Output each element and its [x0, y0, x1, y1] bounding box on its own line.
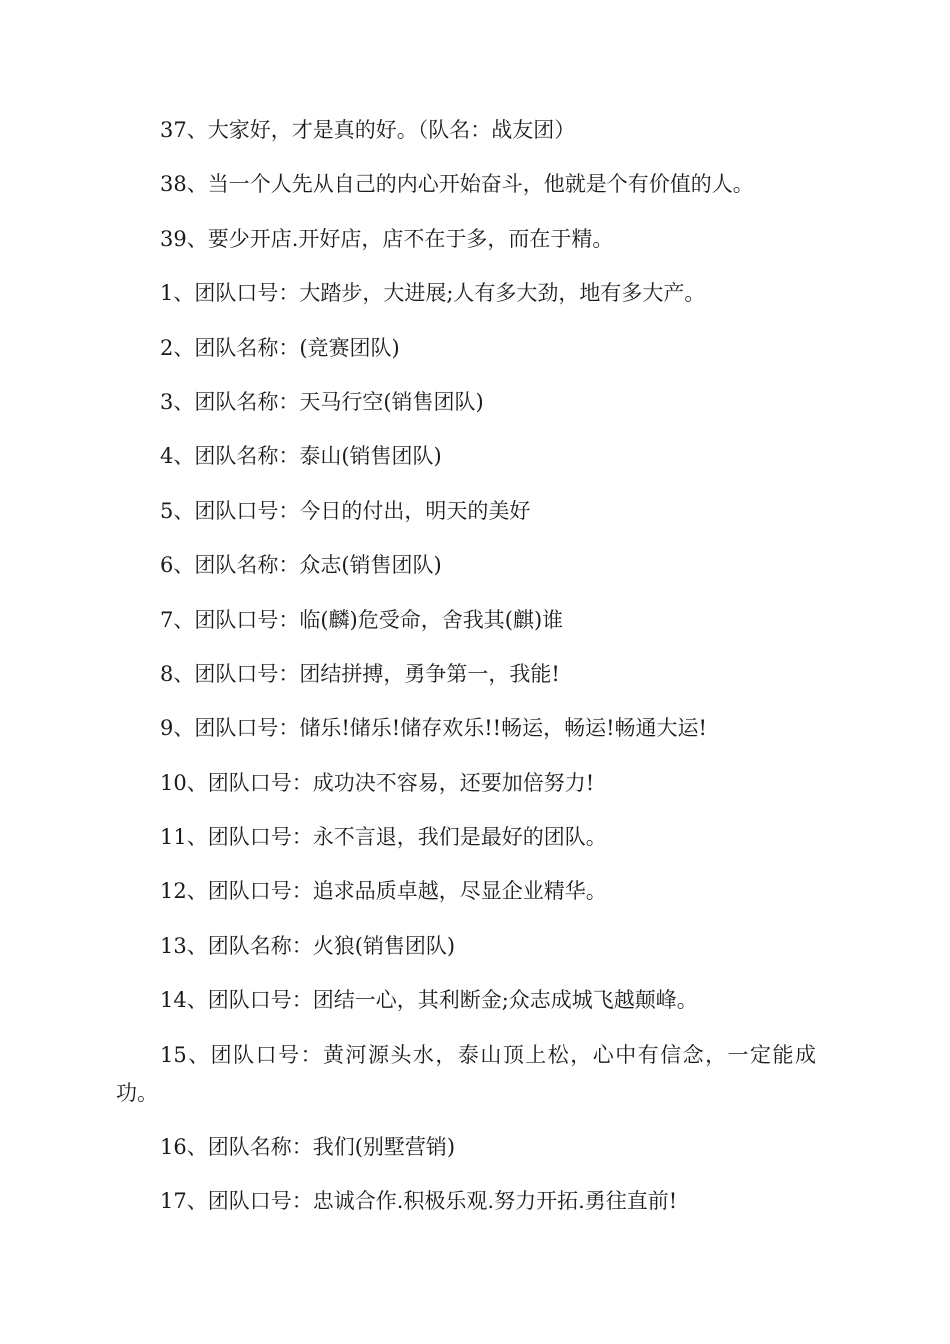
paragraph-item-14: 14、团队口号：团结一心，其利断金;众志成城飞越颠峰。 — [160, 988, 698, 1013]
paragraph-item-1: 1、团队口号：大踏步，大进展;人有多大劲，地有多大产。 — [160, 281, 706, 306]
paragraph-item-38: 38、当一个人先从自己的内心开始奋斗，他就是个有价值的人。 — [160, 172, 754, 197]
paragraph-item-17: 17、团队口号：忠诚合作.积极乐观.努力开拓.勇往直前! — [160, 1189, 678, 1214]
document-body — [116, 111, 816, 1237]
paragraph-item-12: 12、团队口号：追求品质卓越，尽显企业精华。 — [160, 879, 607, 904]
paragraph-item-10: 10、团队口号：成功决不容易，还要加倍努力! — [160, 770, 595, 795]
paragraph-item-2: 2、团队名称：(竞赛团队) — [160, 335, 400, 360]
paragraph-item-8: 8、团队口号：团结拼搏，勇争第一，我能! — [160, 661, 560, 686]
paragraph-item-15: 15、团队口号：黄河源头水，泰山顶上松，心中有信念，一定能成功。 — [116, 1042, 816, 1105]
paragraph-item-16: 16、团队名称：我们(别墅营销) — [160, 1135, 456, 1160]
paragraph-item-39: 39、要少开店.开好店，店不在于多，而在于精。 — [160, 226, 614, 251]
paragraph-item-37: 37、大家好，才是真的好。（队名：战友团） — [160, 118, 576, 142]
paragraph-item-13: 13、团队名称：火狼(销售团队) — [160, 933, 456, 958]
paragraph-item-6: 6、团队名称：众志(销售团队) — [160, 553, 442, 578]
paragraph-item-5: 5、团队口号：今日的付出，明天的美好 — [160, 498, 531, 523]
paragraph-item-3: 3、团队名称：天马行空(销售团队) — [160, 389, 484, 414]
paragraph-item-4: 4、团队名称：泰山(销售团队) — [160, 444, 442, 469]
paragraph-item-7: 7、团队口号：临(麟)危受命，舍我其(麒)谁 — [160, 607, 564, 632]
paragraph-item-11: 11、团队口号：永不言退，我们是最好的团队。 — [160, 825, 607, 850]
paragraph-item-9: 9、团队口号：储乐!储乐!储存欢乐!!畅运，畅运!畅通大运! — [160, 716, 707, 741]
